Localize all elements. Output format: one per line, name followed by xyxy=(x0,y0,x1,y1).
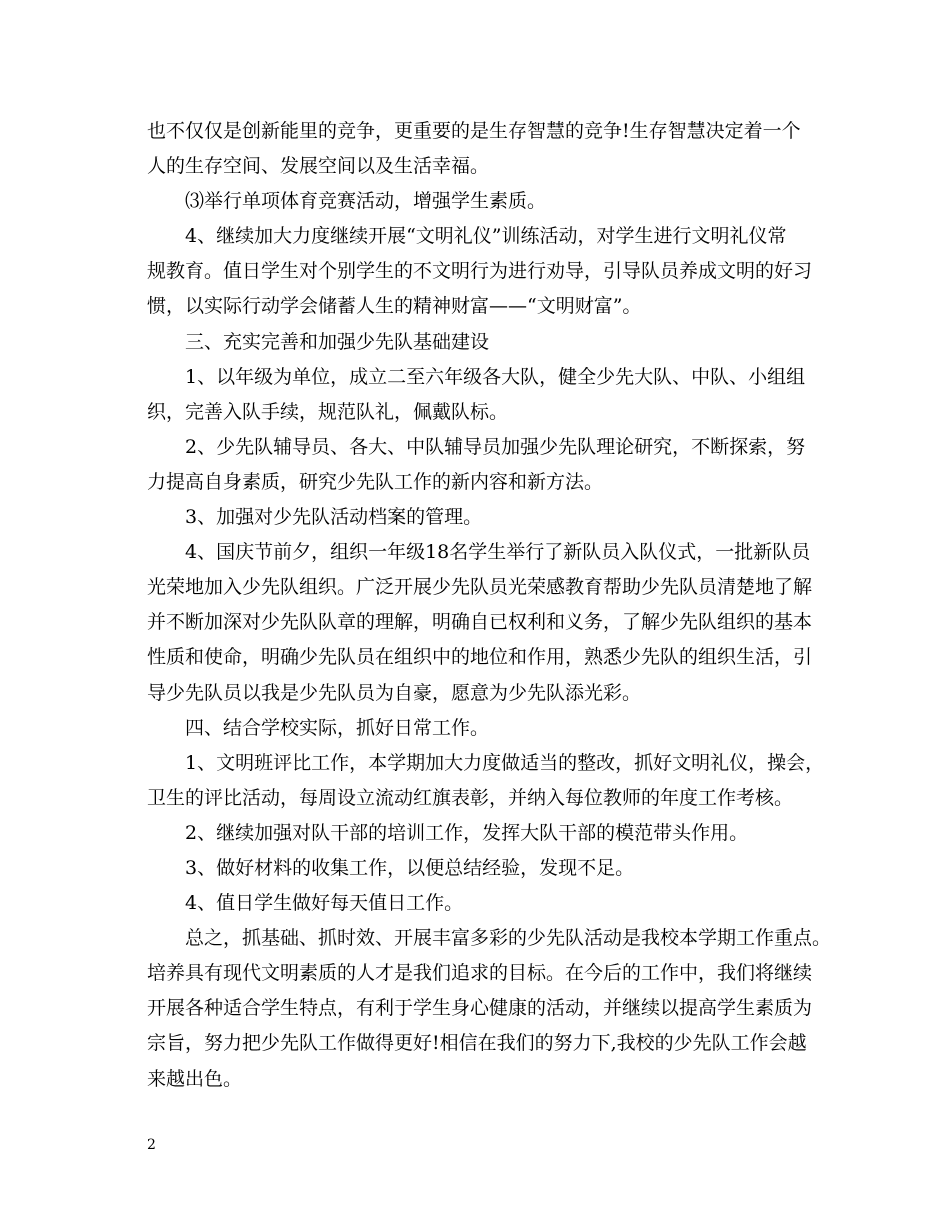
text-line: 也不仅仅是创新能里的竞争，更重要的是生存智慧的竞争!生存智慧决定着一个 xyxy=(147,120,801,142)
text-line: 2、少先队辅导员、各大、中队辅导员加强少先队理论研究，不断探索，努 xyxy=(185,435,806,458)
text-line: 规教育。值日学生对个别学生的不文明行为进行劝导，引导队员养成文明的好习 xyxy=(147,260,813,283)
text-line: 织，完善入队手续，规范队礼，佩戴队标。 xyxy=(147,400,509,423)
text-line: 开展各种适合学生特点，有利于学生身心健康的活动，并继续以提高学生素质为 xyxy=(147,997,813,1020)
text-line: 来越出色。 xyxy=(147,1067,243,1090)
section-heading: 四、结合学校实际，抓好日常工作。 xyxy=(185,716,490,739)
text-line: 总之，抓基础、抓时效、开展丰富多彩的少先队活动是我校本学期工作重点。 xyxy=(185,927,832,950)
section-heading: 三、充实完善和加强少先队基础建设 xyxy=(185,330,490,353)
text-line: 1、以年级为单位，成立二至六年级各大队，健全少先大队、中队、小组组 xyxy=(185,365,806,388)
text-line: 4、国庆节前夕，组织一年级18名学生举行了新队员入队仪式，一批新队员 xyxy=(185,541,811,564)
text-line: 导少先队员以我是少先队员为自豪，愿意为少先队添光彩。 xyxy=(147,681,642,704)
text-line: 性质和使命，明确少先队员在组织中的地位和作用，熟悉少先队的组织生活，引 xyxy=(147,646,813,669)
text-line: 4、值日学生做好每天值日工作。 xyxy=(185,892,464,915)
text-line: 光荣地加入少先队组织。广泛开展少先队员光荣感教育帮助少先队员清楚地了解 xyxy=(147,576,813,599)
text-line: 1、文明班评比工作，本学期加大力度做适当的整改，抓好文明礼仪，操会， xyxy=(185,751,825,774)
text-line: 力提高自身素质，研究少先队工作的新内容和新方法。 xyxy=(147,470,604,493)
text-line: 惯，以实际行动学会储蓄人生的精神财富——“文明财富”。 xyxy=(147,295,642,318)
text-line: 并不断加深对少先队队章的理解，明确自已权利和义务，了解少先队组织的基本 xyxy=(147,611,813,634)
page-number: 2 xyxy=(147,1137,156,1153)
document-body xyxy=(147,114,837,1097)
text-line: 4、继续加大力度继续开展“文明礼仪”训练活动，对学生进行文明礼仪常 xyxy=(185,225,787,248)
text-line: 培养具有现代文明素质的人才是我们追求的目标。在今后的工作中，我们将继续 xyxy=(147,962,813,985)
text-line: 卫生的评比活动，每周设立流动红旗表彰，并纳入每位教师的年度工作考核。 xyxy=(147,786,794,809)
text-line: 2、继续加强对队干部的培训工作，发挥大队干部的模范带头作用。 xyxy=(185,821,749,844)
text-line: 人的生存空间、发展空间以及生活幸福。 xyxy=(147,155,490,178)
text-line: 宗旨，努力把少先队工作做得更好!相信在我们的努力下,我校的少先队工作会越 xyxy=(147,1032,807,1055)
text-line: ⑶举行单项体育竞赛活动，增强学生素质。 xyxy=(185,190,547,213)
text-line: 3、做好材料的收集工作，以便总结经验，发现不足。 xyxy=(185,856,635,879)
text-line: 3、加强对少先队活动档案的管理。 xyxy=(185,506,483,529)
